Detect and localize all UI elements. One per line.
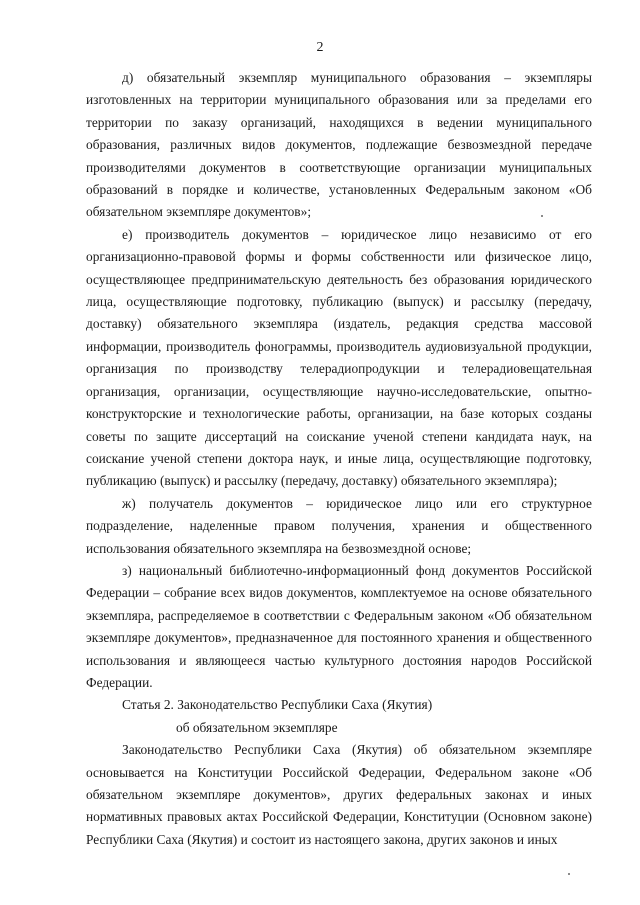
article-heading: Статья 2. Законодательство Республики Саха (Якутия) <box>122 697 433 713</box>
scan-speck <box>541 215 543 217</box>
document-body <box>86 67 592 851</box>
article-body: Законодательство Республики Саха (Якутия) об обязательном экземпляре основывается на Конституции Российской Федерации, Федеральном законе «Об обязательном экземпляре документов», других федеральных законах и иных нормативных правовых актах Российской Федерации, Конституции (Основном законе) Республики Саха (Якутия) и состоит из настоящего закона, других законов и иных <box>86 742 592 847</box>
page-number: 2 <box>316 40 324 55</box>
paragraph-zh: ж) получатель документов – юридическое лицо или его структурное подразделение, наделенные правом получения, хранения и общественного использования обязательного экземпляра на безвозмездной основе; <box>86 495 592 556</box>
paragraph-z: з) национальный библиотечно-информационный фонд документов Российской Федерации – собрание всех видов документов, комплектуемое на основе обязательного экземпляра, распределяемое в соответствии с Федеральным законом «Об обязательном экземпляре документов», предназначенное для постоянного хранения и общественного использования и являющееся частью культурного достояния народов Российской Федерации. <box>86 562 592 690</box>
article-heading-subtitle: об обязательном экземпляре <box>176 719 338 735</box>
scan-speck <box>568 873 570 875</box>
paragraph-d: д) обязательный экземпляр муниципального образования – экземпляры изготовленных на территории муниципального образования или за пределами его территории по заказу организаций, находящихся в ведении муниципального образования, различных видов документов, подлежащие безвозмездной передаче производителями документов в соответствующие организации муниципальных образований в порядке и количестве, установленных Федеральным законом «Об обязательном экземпляре документов»; <box>86 70 592 220</box>
paragraph-e: е) производитель документов – юридическое лицо независимо от его организационно-правовой формы и формы собственности или физическое лицо, осуществляющее предпринимательскую деятельность без образования юридического лица, осуществляющие подготовку, публикацию (выпуск) и рассылку (передачу, доставку) обязательного экземпляра (издатель, редакция средства массовой информации, производитель фонограммы, производитель аудиовизуальной продукции, организация по производству телерадиопродукции и телерадиовещательная организация, организации, осуществляющие научно-исследовательские, опытно-конструкторские и технологические работы, организации, на базе которых созданы советы по защите диссертаций на соискание ученой степени кандидата наук, на соискание ученой степени доктора наук, и иные лица, осуществляющие подготовку, публикацию (выпуск) и рассылку (передачу, доставку) обязательного экземпляра); <box>86 226 592 489</box>
